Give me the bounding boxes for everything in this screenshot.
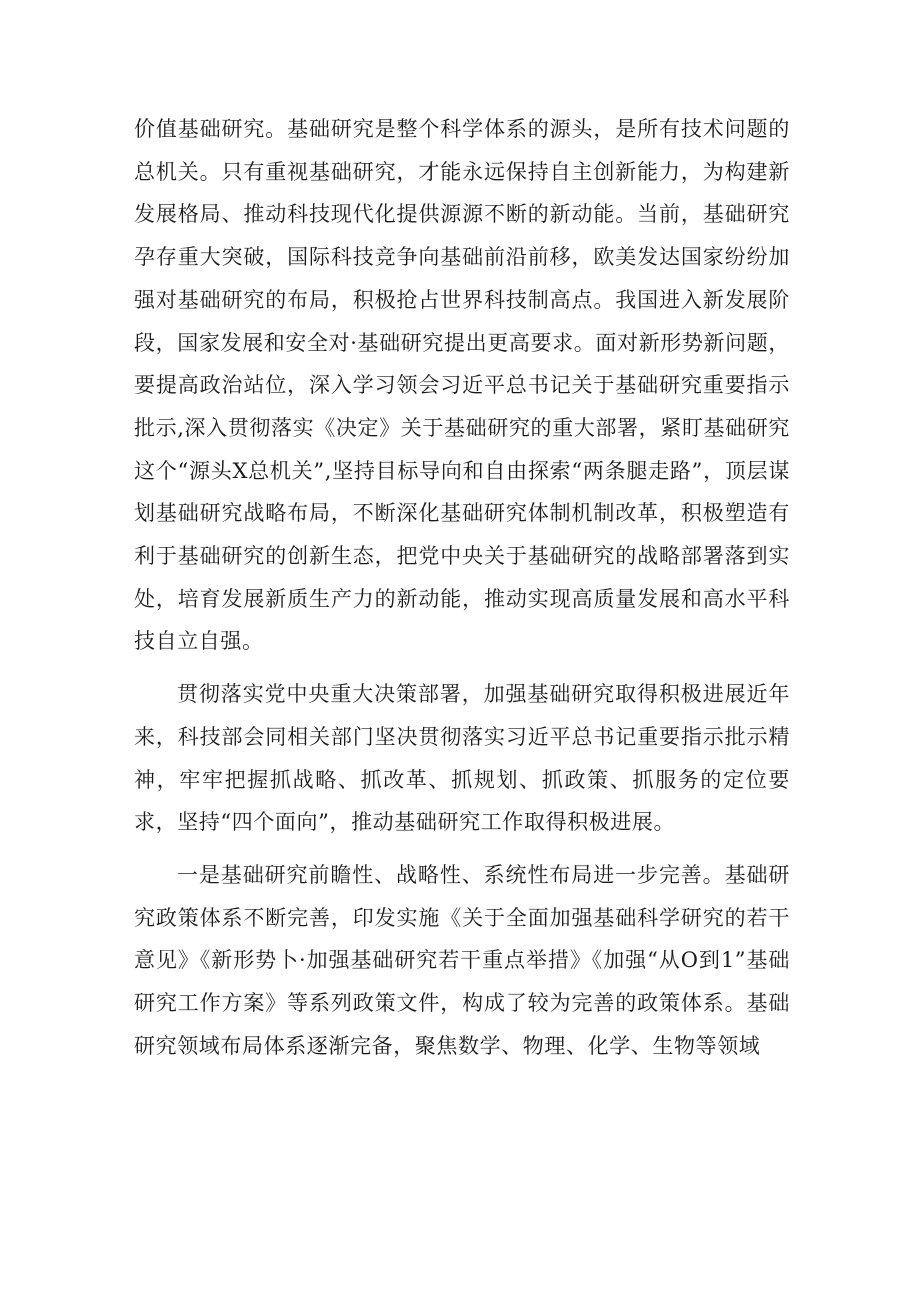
paragraph-3: 一是基础研究前瞻性、战略性、系统性布局进一步完善。基础研究政策体系不断完善，印发实施《关于全面加强基础科学研究的若干意见》《新形势卜·加强基础研究若干重点举措》《加强“从O到1”基础研究工作方案》等系列政策文件，构成了较为完善的政策体系。基础研究领域布局体系逐渐完备，聚焦数学、物理、化学、生物等领域 [134,862,790,1058]
paragraph-1: 价值基础研究。基础研究是整个科学体系的源头，是所有技术问题的总机关。只有重视基础研究，才能永远保持自主创新能力，为构建新发展格局、推动科技现代化提供源源不断的新动能。当前，基础研究孕存重大突破，国际科技竞争向基础前沿前移，欧美发达国家纷纷加强对基础研究的布局，积极抢占世界科技制高点。我国进入新发展阶段，国家发展和安全对·基础研究提出更高要求。面对新形势新问题，要提高政治站位，深入学习领会习近平总书记关于基础研究重要指示批示,深入贯彻落实《决定》关于基础研究的重大部署，紧盯基础研究这个“源头X总机关”,坚持目标导向和自由探索“两条腿走路”，顶层谋划基础研究战略布局，不断深化基础研究体制机制改革，积极塑造有利于基础研究的创新生态，把党中央关于基础研究的战略部署落到实处，培育发展新质生产力的新动能，推动实现高质量发展和高水平科技自立自强。 [134,117,790,654]
paragraph-2: 贯彻落实党中央重大决策部署，加强基础研究取得积极进展近年来，科技部会同相关部门坚决贯彻落实习近平总书记重要指示批示精神，牢牢把握抓战略、抓改革、抓规划、抓政策、抓服务的定位要求，坚持“四个面向”，推动基础研究工作取得积极进展。 [134,682,790,835]
document-body [134,108,790,1067]
